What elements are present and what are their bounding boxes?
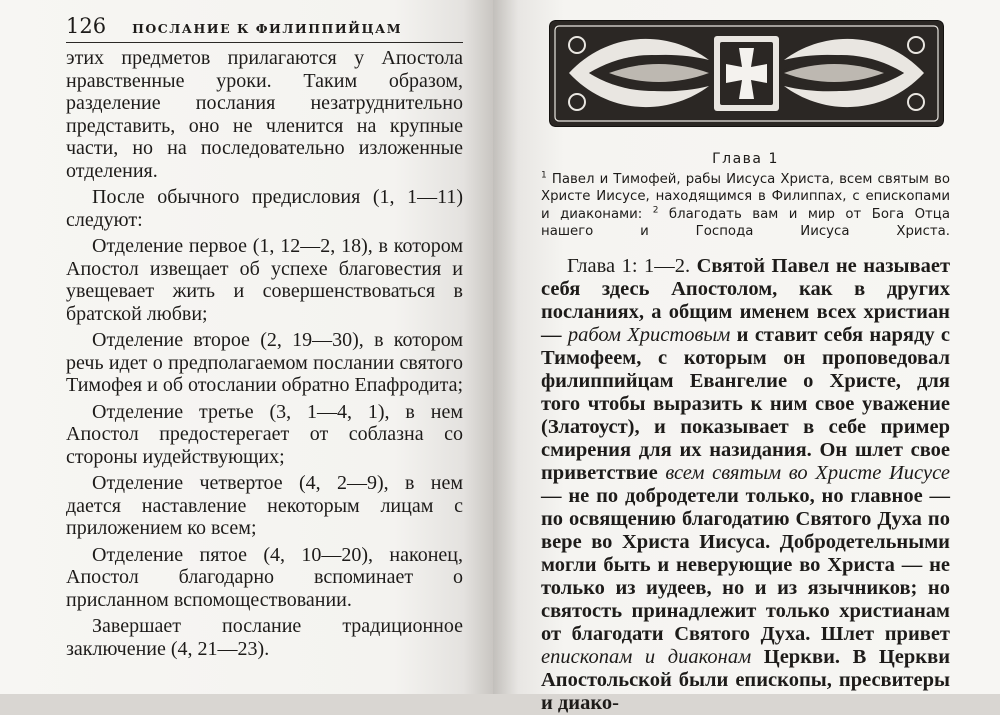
paragraph: Отделение третье (3, 1—4, 1), в нем Апостол предостерегает от соблазна со стороны иудействующих;	[66, 400, 463, 468]
chapter-heading: Глава 1	[712, 151, 779, 167]
running-head-title: ПОСЛАНИЕ К ФИЛИППИЙЦАМ	[132, 21, 403, 36]
scripture-text	[541, 171, 950, 241]
commentary-reference: Глава 1: 1—2.	[567, 254, 691, 277]
paragraph: Отделение первое (1, 12—2, 18), в котором Апостол извещает об успехе благовестия и увещевает жить и совершенствоваться в братской любви;	[66, 235, 463, 325]
commentary-segment: и ставит себя наряду с Тимофеем, с которым он проповедовал филиппийцам Евангелие о Христе, для того чтобы выразить к ним свое уважение (Златоуст), и показывает в себе пример смирения для их назидания. Он шлет свое приветствие	[541, 323, 951, 484]
paragraph: Завершает послание традиционное заключение (4, 21—23).	[66, 615, 463, 660]
commentary-italic: всем святым во Христе Иисусе	[665, 461, 951, 484]
commentary-segment: Церкви. В Церкви Апостольской были епископы, пресвитеры и диако-	[541, 645, 950, 714]
page-number: 126	[66, 14, 107, 38]
verse-text: благодать вам и мир от Бога Отца нашего и Господа Иисуса Христа.	[541, 206, 951, 240]
orthodox-cross-ornament-icon	[549, 20, 944, 127]
paragraph: этих предметов прилагаются у Апостола нравственные уроки. Таким образом, разделение послания незатруднительно представить, оно не членится на крупные части, но на последовательно изложенные отделения.	[66, 47, 463, 182]
left-page	[0, 0, 493, 694]
right-page	[493, 0, 1000, 714]
running-head	[66, 14, 463, 43]
paragraph: Отделение второе (2, 19—30), в котором речь идет о предполагаемом послании святого Тимофея и об отослании обратно Епафродита;	[66, 329, 464, 396]
commentary-segment: Святой Павел не называет себя здесь Апостолом, как в других посланиях, а общим именем всех христиан —	[541, 254, 951, 346]
commentary-segment: — не по добродетели только, но главное — по освящению благодатию Святого Духа по вере во Христа Иисуса. Добродетельными могли быть и неверующие во Христа — не только из иудеев, но и из язычников; но святость принадлежит только христианам от благодати Святого Духа. Шлет привет	[541, 484, 950, 645]
commentary-italic: рабом Христовым	[567, 323, 731, 346]
commentary-italic: епископам и диаконам	[541, 645, 752, 668]
paragraph: После обычного предисловия (1, 1—11) следуют:	[66, 186, 463, 231]
verse-number: 1	[541, 170, 547, 181]
verse-number: 2	[652, 205, 659, 216]
paragraph: Отделение четвертое (4, 2—9), в нем дается наставление некоторым лицам с приложением ко всем;	[66, 472, 463, 539]
left-body-text	[66, 47, 463, 660]
verse-text: Павел и Тимофей, рабы Иисуса Христа, всем святым во Христе Иисусе, находящимся в Филиппах, с епископами и диаконами:	[541, 172, 951, 222]
paragraph: Отделение пятое (4, 10—20), наконец, Апостол благодарно вспоминает о присланном вспомоществовании.	[66, 543, 463, 611]
commentary-text	[541, 255, 950, 715]
